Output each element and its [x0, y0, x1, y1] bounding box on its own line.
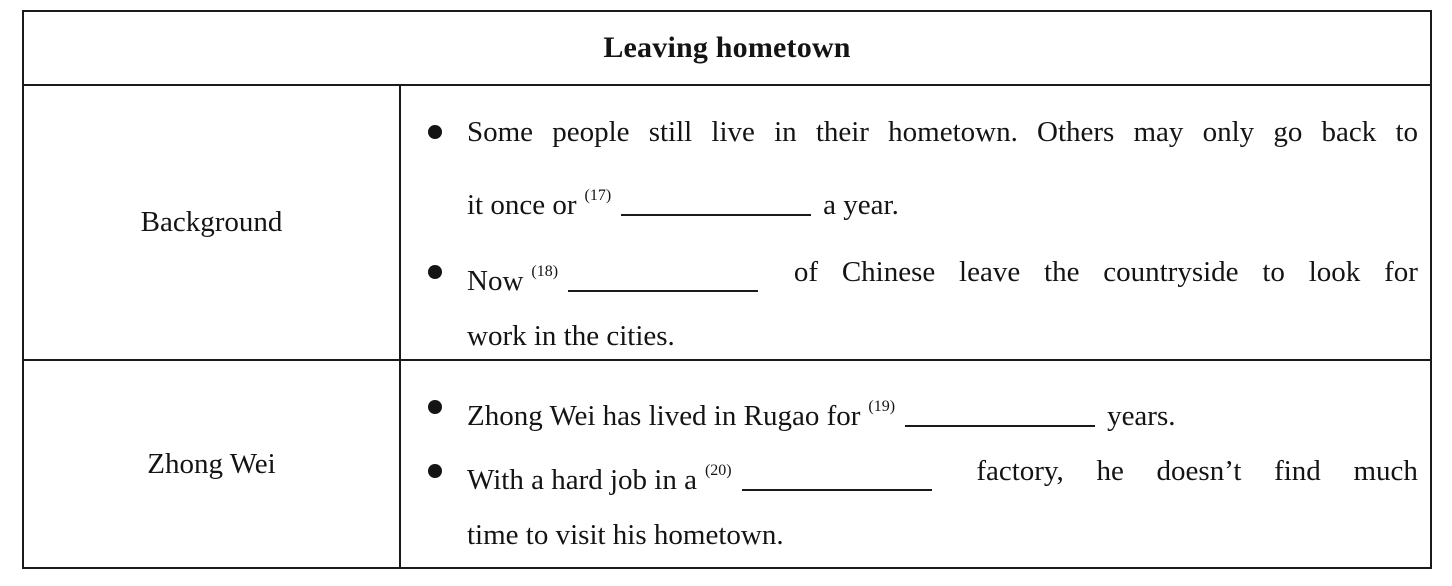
- bullet-text: work in the cities.: [467, 320, 675, 352]
- bullet-text: time to visit his hometown.: [467, 519, 784, 551]
- bullet-text: years.: [1107, 400, 1176, 432]
- blank-number: (18): [531, 263, 559, 280]
- bullet-line: [467, 316, 1418, 356]
- word: may: [1133, 116, 1184, 148]
- word: their: [815, 116, 869, 148]
- bullet-line: [467, 176, 1418, 225]
- word: to: [1395, 116, 1418, 148]
- blank-number: (19): [868, 398, 896, 415]
- blank-number: (20): [704, 462, 732, 479]
- word: Others: [1037, 116, 1115, 148]
- word: still: [648, 116, 693, 148]
- bullet-dot: [428, 265, 442, 279]
- word: hometown.: [888, 116, 1018, 148]
- word: look: [1308, 256, 1361, 288]
- table-row-background: [24, 86, 1430, 361]
- word: find: [1274, 455, 1321, 487]
- word: in: [774, 116, 797, 148]
- word: countryside: [1103, 256, 1239, 288]
- bullet-text: a year.: [823, 189, 899, 221]
- word: for: [1384, 256, 1418, 288]
- word: Chinese: [841, 256, 936, 288]
- table-row-zhong-wei: [24, 361, 1430, 567]
- bullet-line: [467, 515, 1418, 555]
- word: to: [1262, 256, 1285, 288]
- table-title-row: [24, 12, 1430, 86]
- bullet-text-group: [467, 252, 770, 301]
- word: go: [1273, 116, 1303, 148]
- bullet-text: it once or: [467, 189, 577, 221]
- word: much: [1353, 455, 1418, 487]
- bullet-line: [467, 387, 1418, 436]
- bullet-line: [467, 112, 1418, 152]
- content-cell-background: [401, 86, 1430, 359]
- word: leave: [959, 256, 1021, 288]
- word: factory,: [976, 455, 1064, 487]
- word: he: [1096, 455, 1124, 487]
- bullet-dot: [428, 464, 442, 478]
- word: the: [1044, 256, 1080, 288]
- bullet-text: Now: [467, 265, 524, 297]
- answer-blank-19[interactable]: [905, 397, 1095, 427]
- answer-blank-18[interactable]: [568, 262, 758, 292]
- row-label-background: Background: [24, 86, 401, 359]
- word: doesn’t: [1156, 455, 1242, 487]
- table-title: Leaving hometown: [603, 31, 851, 64]
- bullet-dot: [428, 400, 442, 414]
- bullet-text: Zhong Wei has lived in Rugao for: [467, 400, 861, 432]
- bullet-dot: [428, 125, 442, 139]
- word: live: [711, 116, 755, 148]
- word: only: [1202, 116, 1255, 148]
- bullet-line: [467, 252, 1418, 301]
- bullet-text: With a hard job in a: [467, 464, 697, 496]
- word: people: [552, 116, 630, 148]
- word: back: [1321, 116, 1377, 148]
- row-label-zhong-wei: Zhong Wei: [24, 361, 401, 567]
- answer-blank-17[interactable]: [621, 186, 811, 216]
- worksheet-table: [22, 10, 1432, 569]
- answer-blank-20[interactable]: [742, 461, 932, 491]
- content-cell-zhong-wei: [401, 361, 1430, 567]
- bullet-line: [467, 451, 1418, 500]
- word: of: [793, 256, 819, 288]
- blank-number: (17): [584, 187, 612, 204]
- word: Some: [467, 116, 534, 148]
- bullet-text-group: [467, 451, 944, 500]
